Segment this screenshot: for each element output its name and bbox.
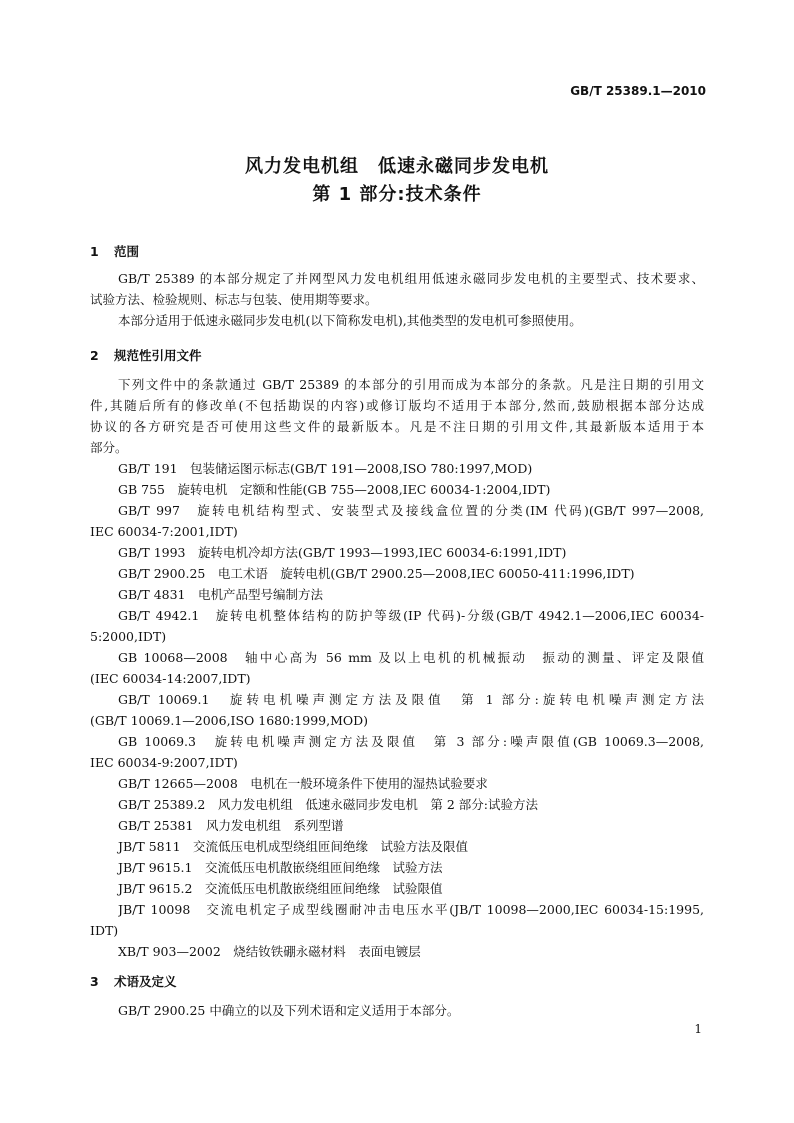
section-number: 1 [90, 244, 99, 259]
reference-item: GB 10069.3 旋转电机噪声测定方法及限值 第 3 部分:噪声限值(GB 10069.3—2008, [118, 734, 704, 749]
section-number: 3 [90, 974, 99, 989]
section-number: 2 [90, 348, 99, 363]
reference-item: JB/T 9615.1 交流低压电机散嵌绕组匝间绝缘 试验方法 [118, 860, 443, 875]
reference-item: GB/T 997 旋转电机结构型式、安装型式及接线盒位置的分类(IM 代码)(GB/T 997—2008, [118, 503, 704, 518]
section-heading-normative-references [90, 346, 202, 364]
reference-item-continuation: (IEC 60034-14:2007,IDT) [90, 671, 251, 686]
reference-item: GB/T 25381 风力发电机组 系列型谱 [118, 818, 344, 833]
paragraph-line: 试验方法、检验规则、标志与包装、使用期等要求。 [90, 292, 378, 307]
reference-item: GB 10068—2008 轴中心高为 56 mm 及以上电机的机械振动 振动的测量、评定及限值 [118, 650, 704, 665]
reference-item: XB/T 903—2002 烧结钕铁硼永磁材料 表面电镀层 [118, 944, 421, 959]
section-heading-terms-definitions [90, 972, 177, 990]
reference-item-continuation: (GB/T 10069.1—2006,ISO 1680:1999,MOD) [90, 713, 369, 728]
document-title-line-1: 风力发电机组 低速永磁同步发电机 [245, 156, 549, 177]
section-title: 范围 [114, 244, 140, 259]
reference-item-continuation: 5:2000,IDT) [90, 629, 167, 644]
reference-item: GB/T 12665—2008 电机在一般环境条件下使用的湿热试验要求 [118, 776, 488, 791]
reference-item: GB/T 4942.1 旋转电机整体结构的防护等级(IP 代码)-分级(GB/T 4942.1—2006,IEC 60034- [118, 608, 704, 623]
reference-item: GB/T 10069.1 旋转电机噪声测定方法及限值 第 1 部分:旋转电机噪声测定方法 [118, 692, 704, 707]
page-number: 1 [694, 1022, 702, 1036]
paragraph-line: 部分。 [90, 440, 128, 455]
document-title-line-2: 第 1 部分:技术条件 [312, 184, 482, 205]
reference-item: JB/T 10098 交流电机定子成型线圈耐冲击电压水平(JB/T 10098—2000,IEC 60034-15:1995, [118, 902, 704, 917]
reference-item: JB/T 9615.2 交流低压电机散嵌绕组匝间绝缘 试验限值 [118, 881, 443, 896]
reference-item: GB/T 25389.2 风力发电机组 低速永磁同步发电机 第 2 部分:试验方法 [118, 797, 538, 812]
paragraph-line: 本部分适用于低速永磁同步发电机(以下简称发电机),其他类型的发电机可参照使用。 [118, 313, 582, 328]
reference-item-continuation: IDT) [90, 923, 119, 938]
reference-item: GB/T 191 包装储运图示标志(GB/T 191—2008,ISO 780:1997,MOD) [118, 461, 533, 476]
reference-item: GB/T 2900.25 电工术语 旋转电机(GB/T 2900.25—2008,IEC 60050-411:1996,IDT) [118, 566, 635, 581]
paragraph-line: 下列文件中的条款通过 GB/T 25389 的本部分的引用而成为本部分的条款。凡是注日期的引用文 [118, 377, 704, 392]
reference-item: GB/T 4831 电机产品型号编制方法 [118, 587, 324, 602]
section-title: 术语及定义 [114, 974, 177, 989]
paragraph-line: GB/T 25389 的本部分规定了并网型风力发电机组用低速永磁同步发电机的主要型式、技术要求、 [118, 271, 704, 286]
reference-item-continuation: IEC 60034-7:2001,IDT) [90, 524, 238, 539]
standard-number: GB/T 25389.1—2010 [570, 84, 706, 98]
reference-item: GB 755 旋转电机 定额和性能(GB 755—2008,IEC 60034-1:2004,IDT) [118, 482, 551, 497]
section-heading-scope [90, 242, 139, 260]
reference-item: JB/T 5811 交流低压电机成型绕组匝间绝缘 试验方法及限值 [118, 839, 469, 854]
paragraph-line: GB/T 2900.25 中确立的以及下列术语和定义适用于本部分。 [118, 1003, 460, 1018]
reference-item-continuation: IEC 60034-9:2007,IDT) [90, 755, 238, 770]
paragraph-line: 件,其随后所有的修改单(不包括勘误的内容)或修订版均不适用于本部分,然而,鼓励根据本部分达成 [90, 398, 704, 413]
reference-item: GB/T 1993 旋转电机冷却方法(GB/T 1993—1993,IEC 60034-6:1991,IDT) [118, 545, 567, 560]
paragraph-line: 协议的各方研究是否可使用这些文件的最新版本。凡是不注日期的引用文件,其最新版本适用于本 [90, 419, 704, 434]
section-title: 规范性引用文件 [114, 348, 202, 363]
